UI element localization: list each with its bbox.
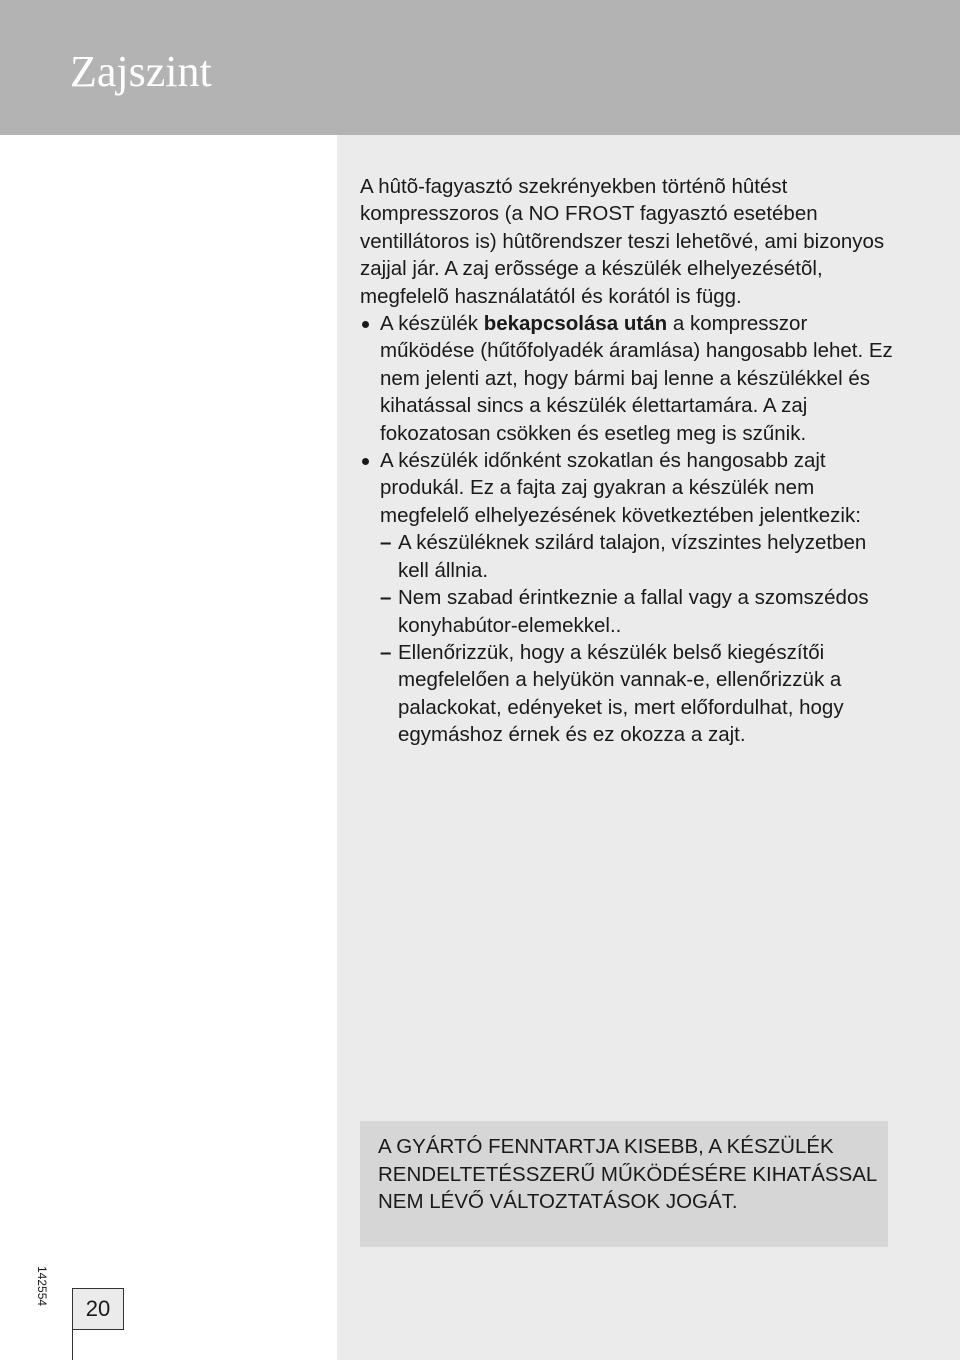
dash-text: Ellenőrizzük, hogy a készülék belső kiegészítői megfelelően a helyükön vannak-e, ellenőrizzük a palackokat, edényeket is, mert előfordulhat, hogy egymáshoz érnek és ez okozza a zajt. xyxy=(398,640,844,747)
dash-text: A készüléknek szilárd talajon, vízszintes helyzetben kell állnia. xyxy=(398,531,867,582)
page-number-rule xyxy=(72,1329,73,1360)
dash-icon: – xyxy=(380,531,392,555)
intro-paragraph: A hûtõ-fagyasztó szekrényekben történõ hûtést kompresszoros (a NO FROST fagyasztó esetében ventillátoros is) hûtõrendszer teszi lehetõvé, ami bizonyos zajjal jár. A zaj erõssége a készülék elhelyezésétõl, megfelelõ használatától és korától is függ. xyxy=(360,175,885,308)
page-title: Zajszint xyxy=(70,47,212,96)
dash-icon: – xyxy=(380,640,392,664)
manufacturer-notice-box xyxy=(360,1121,888,1247)
dash-item xyxy=(360,639,900,749)
bullet-text-end: a kompresszor működése (hűtőfolyadék áramlása) hangosabb lehet. Ez nem jelenti azt, hogy bármi baj lenne a készülékkel és kihatással sincs a készülék élettartamára. A zaj fokozatosan csökken és esetleg meg is szűnik. xyxy=(380,312,893,445)
dash-text: Nem szabad érintkeznie a fallal vagy a szomszédos konyhabútor-elemekkel.. xyxy=(398,586,869,637)
dash-item xyxy=(360,584,900,639)
manufacturer-notice: A GYÁRTÓ FENNTARTJA KISEBB, A KÉSZÜLÉK RENDELTETÉSSZERŰ MŰKÖDÉSÉRE KIHATÁSSAL NEM LÉVŐ VÁLTOZTATÁSOK JOGÁT. xyxy=(378,1135,877,1213)
bullet-dot-icon xyxy=(362,321,369,328)
bullet-text-bold: bekapcsolása után xyxy=(483,312,668,336)
dash-item xyxy=(360,529,900,584)
bullet-dot-icon xyxy=(362,458,369,465)
dash-icon: – xyxy=(380,586,392,610)
document-code: 142554 xyxy=(35,1266,49,1307)
page-header xyxy=(0,0,960,135)
bullet-item xyxy=(360,310,900,447)
bullet-item xyxy=(360,447,900,529)
page-number: 20 xyxy=(72,1288,124,1330)
bullet-text-start: A készülék xyxy=(380,312,484,336)
bullet-text: A készülék időnként szokatlan és hangosabb zajt produkál. Ez a fajta zaj gyakran a készülék nem megfelelő elhelyezésének következtében jelentkezik: xyxy=(380,449,861,527)
left-margin xyxy=(0,135,337,1360)
main-text xyxy=(360,173,900,749)
